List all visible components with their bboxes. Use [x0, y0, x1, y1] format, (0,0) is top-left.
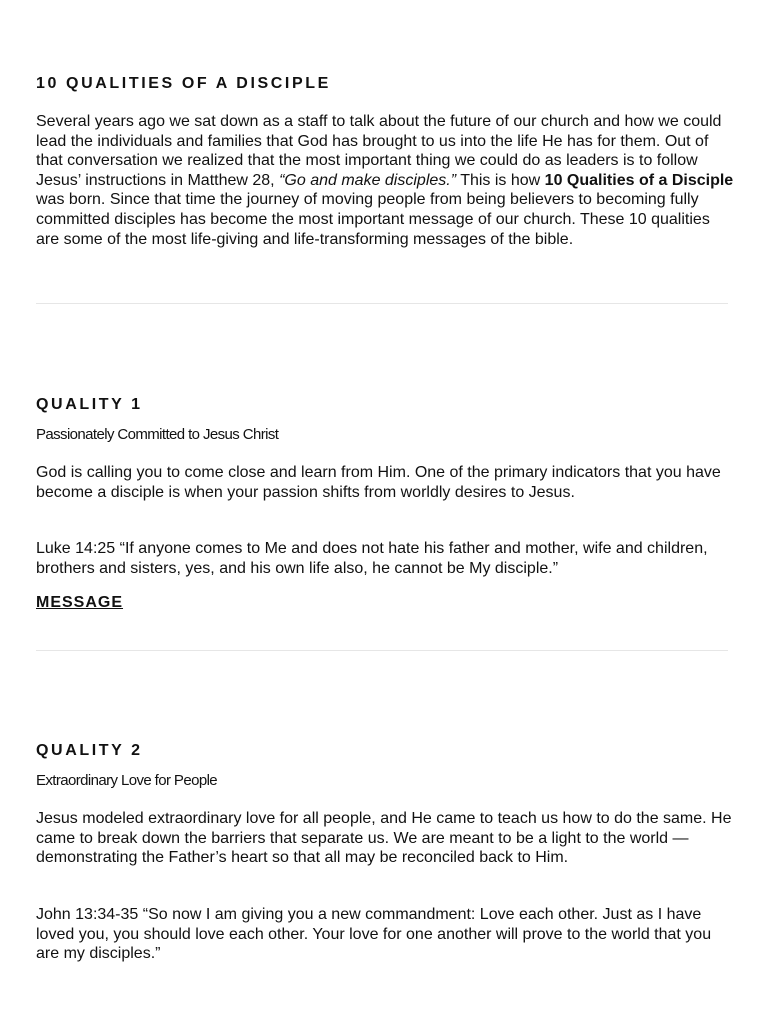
quality-1-heading: QUALITY 1 [36, 396, 143, 413]
intro-paragraph [36, 112, 736, 249]
section-divider [36, 303, 728, 304]
quality-2-verse: John 13:34-35 “So now I am giving you a new commandment: Love each other. Just as I have loved you, you should love each other. Your love for one another will prove to the world that you are my disciples.” [36, 906, 712, 963]
quality-1-verse: Luke 14:25 “If anyone comes to Me and does not hate his father and mother, wife and children, brothers and sisters, yes, and his own life also, he cannot be My disciple.” [36, 540, 708, 577]
intro-text-2: This is how [456, 171, 545, 189]
quality-2-body: Jesus modeled extraordinary love for all people, and He came to teach us how to do the same. He came to break down the barriers that separate us. We are meant to be a light to the world — demonstrating the Father’s heart so that all may be reconciled back to Him. [36, 810, 732, 867]
quality-1-subtitle: Passionately Committed to Jesus Christ [36, 426, 279, 443]
intro-text-1: Several years ago we sat down as a staff to talk about the future of our church and how we could lead the individuals and families that God has brought to us into the life He has for them. Out of that conversation we realized that the most important thing we could do as leaders is to follow Jesus’ instructions in Matthew 28, [36, 113, 722, 189]
quality-1-body: God is calling you to come close and learn from Him. One of the primary indicators that you have become a disciple is when your passion shifts from worldly desires to Jesus. [36, 464, 721, 501]
section-divider [36, 650, 728, 651]
intro-quote: “Go and make disciples.” [279, 171, 457, 189]
quality-1-message-link[interactable]: MESSAGE [36, 594, 124, 611]
quality-2-heading: QUALITY 2 [36, 742, 143, 759]
quality-2-subtitle: Extraordinary Love for People [36, 772, 218, 789]
intro-bold-title: 10 Qualities of a Disciple [544, 171, 734, 189]
document-title: 10 QUALITIES OF A DISCIPLE [36, 75, 331, 92]
intro-text-3: was born. Since that time the journey of moving people from being believers to becoming fully committed disciples has become the most important message of our church. These 10 qualities are some of the most life-giving and life-transforming messages of the bible. [36, 191, 710, 248]
